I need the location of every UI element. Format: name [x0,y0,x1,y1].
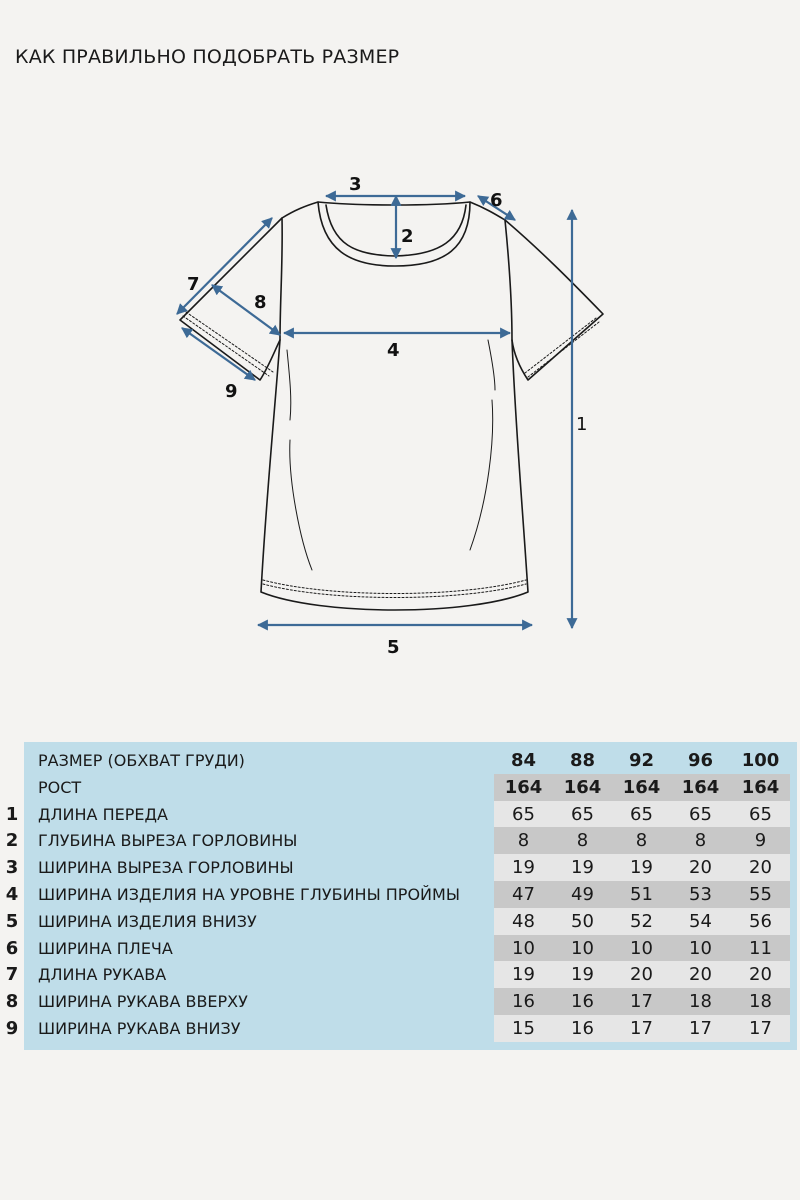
row-label: ШИРИНА ВЫРЕЗА ГОРЛОВИНЫ [38,858,294,878]
row-label: ШИРИНА ПЛЕЧА [38,938,173,958]
dim-label-5: 5 [387,637,400,658]
table-cell: 49 [571,884,594,905]
table-cell: 65 [512,803,535,825]
table-cell: 164 [563,776,602,798]
table-cell: 9 [754,830,767,852]
table-cell: 16 [571,1018,594,1039]
row-values [494,747,790,774]
table-cell: 96 [687,750,714,771]
row-values [494,908,790,935]
table-row [24,801,797,828]
table-cell: 8 [517,830,530,852]
row-number: 6 [5,937,19,959]
dimension-arrows [177,196,572,628]
row-number: 1 [5,803,19,825]
table-cell: 52 [630,910,653,932]
table-cell: 19 [571,964,594,986]
row-number: 4 [5,884,19,905]
row-values [494,988,790,1015]
table-cell: 19 [630,857,653,879]
table-row [24,854,797,881]
table-row [24,961,797,988]
table-row [24,935,797,962]
dim-label-8: 8 [254,292,267,313]
row-label: ШИРИНА ИЗДЕЛИЯ ВНИЗУ [38,911,257,931]
dim-label-1: 1 [576,414,588,435]
table-cell: 56 [749,910,772,932]
dim-label-6: 6 [490,190,503,211]
row-values [494,961,790,988]
table-cell: 65 [689,803,712,825]
table-cell: 84 [510,750,537,771]
table-cell: 20 [630,964,653,986]
table-cell: 20 [749,964,772,986]
row-label: ДЛИНА РУКАВА [38,965,167,985]
arrow-9 [182,328,255,380]
row-label: ШИРИНА РУКАВА ВНИЗУ [38,1019,241,1038]
table-cell: 53 [689,884,712,905]
table-cell: 48 [512,910,535,932]
table-cell: 18 [749,991,772,1013]
table-row [24,1015,797,1042]
table-cell: 10 [689,937,712,959]
row-label: РОСТ [38,777,82,797]
arrow-8 [212,285,280,335]
table-cell: 19 [571,857,594,879]
table-cell: 54 [689,910,712,932]
table-cell: 10 [512,937,535,959]
table-row [24,908,797,935]
row-label: ГЛУБИНА ВЫРЕЗА ГОРЛОВИНЫ [38,831,298,851]
table-cell: 8 [694,830,707,852]
table-cell: 19 [512,964,535,986]
row-number: 3 [5,857,19,879]
row-number: 2 [5,830,19,852]
table-row [24,827,797,854]
row-values [494,935,790,962]
table-cell: 50 [571,910,594,932]
table-cell: 8 [635,830,648,852]
dim-label-9: 9 [225,381,238,402]
dim-label-7: 7 [187,274,200,295]
row-label: ДЛИНА ПЕРЕДА [38,804,168,824]
table-cell: 19 [512,857,535,879]
table-cell: 17 [630,1018,653,1039]
table-cell: 20 [749,857,772,879]
row-label: РАЗМЕР (ОБХВАТ ГРУДИ) [38,751,245,770]
row-label: ШИРИНА ИЗДЕЛИЯ НА УРОВНЕ ГЛУБИНЫ ПРОЙМЫ [38,885,460,904]
table-cell: 100 [741,750,780,771]
row-values [494,774,790,801]
row-number: 9 [5,1018,19,1039]
table-cell: 16 [512,991,535,1013]
table-cell: 8 [576,830,589,852]
table-header-row [24,747,797,774]
table-cell: 55 [749,884,772,905]
table-row [24,881,797,908]
table-cell: 16 [571,991,594,1013]
table-cell: 65 [630,803,653,825]
page-title: КАК ПРАВИЛЬНО ПОДОБРАТЬ РАЗМЕР [15,46,400,68]
table-cell: 20 [689,857,712,879]
table-cell: 17 [749,1018,772,1039]
row-values [494,827,790,854]
row-values [494,801,790,828]
table-row [24,988,797,1015]
table-cell: 20 [689,964,712,986]
table-cell: 164 [504,776,543,798]
row-label: ШИРИНА РУКАВА ВВЕРХУ [38,992,248,1012]
table-cell: 10 [571,937,594,959]
table-cell: 11 [749,937,772,959]
table-cell: 164 [622,776,661,798]
row-values [494,1015,790,1042]
dim-label-2: 2 [401,226,414,247]
row-number: 8 [5,991,19,1013]
table-cell: 15 [512,1018,535,1039]
dim-label-4: 4 [387,340,400,361]
table-cell: 51 [630,884,653,905]
row-values [494,854,790,881]
table-cell: 47 [512,884,535,905]
table-cell: 65 [571,803,594,825]
dim-label-3: 3 [349,174,362,195]
table-cell: 18 [689,991,712,1013]
tshirt-outline [180,202,603,610]
table-cell: 10 [630,937,653,959]
row-number: 7 [5,964,19,986]
table-header-row [24,774,797,801]
table-cell: 17 [689,1018,712,1039]
table-cell: 164 [741,776,780,798]
table-cell: 92 [628,750,655,771]
table-cell: 164 [681,776,720,798]
size-table [24,742,797,1050]
table-cell: 65 [749,803,772,825]
row-number: 5 [5,910,19,932]
row-values [494,881,790,908]
table-cell: 17 [630,991,653,1013]
table-cell: 88 [569,750,596,771]
